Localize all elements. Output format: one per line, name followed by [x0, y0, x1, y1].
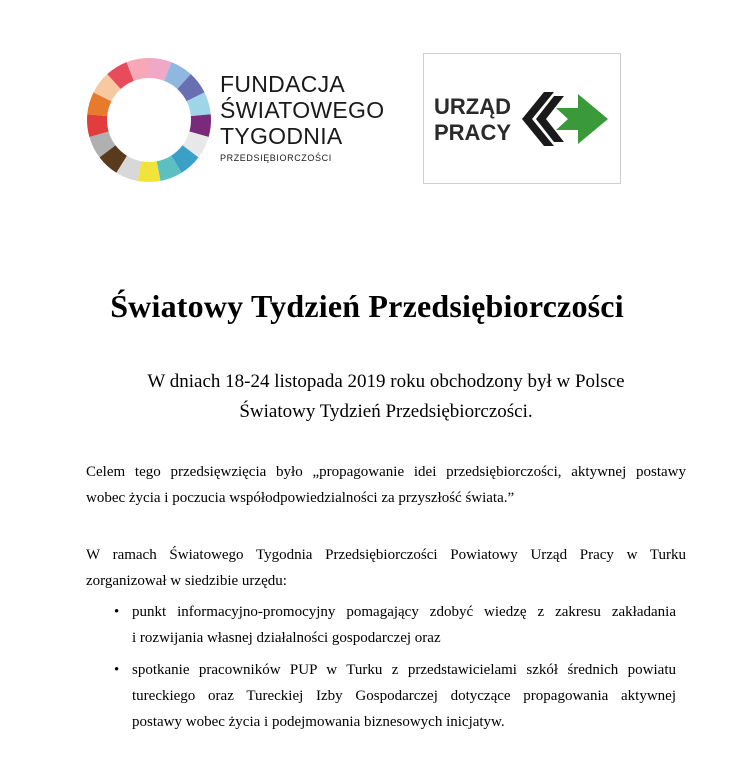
paragraph-goal-line-1: Celem tego przedsięwzięcia było „propagowanie idei przedsiębiorczości, aktywnej postawy [86, 464, 686, 480]
fundacja-logo [84, 55, 385, 185]
fundacja-logo-text [220, 71, 384, 163]
list-item-line: postawy wobec życia i podejmowania biznesowych inicjatyw. [132, 714, 505, 730]
intro-text [0, 367, 734, 427]
urzad-line-2: PRACY [434, 120, 512, 145]
list-item [86, 657, 676, 735]
list-item-line: punkt informacyjno-promocyjny pomagający zdobyć wiedzę z zakresu zakładania [132, 604, 676, 620]
intro-line-1: W dniach 18-24 listopada 2019 roku obchodzony był w Polsce [147, 371, 625, 392]
urzad-pracy-logo-text [434, 94, 511, 146]
bullet-icon: • [114, 662, 120, 678]
urzad-line-1: URZĄD [434, 94, 511, 119]
paragraph-goal [86, 459, 686, 511]
activities-list [86, 599, 676, 741]
green-arrow-icon [556, 94, 608, 144]
urzad-arrows-icon [520, 86, 612, 152]
fundacja-ring-icon [84, 55, 214, 185]
intro-line-2: Światowy Tydzień Przedsiębiorczości. [239, 401, 533, 422]
fundacja-line-2: ŚWIATOWEGO [220, 97, 385, 123]
fundacja-line-1: FUNDACJA [220, 71, 346, 97]
ring-segment [138, 161, 161, 182]
paragraph-activities-line-2: zorganizował w siedzibie urzędu: [86, 573, 287, 589]
paragraph-goal-line-2: wobec życia i poczucia współodpowiedzialności za przyszłość świata.” [86, 490, 515, 506]
urzad-pracy-logo [423, 53, 621, 184]
paragraph-activities [86, 542, 686, 594]
bullet-icon: • [114, 604, 120, 620]
list-item-line: spotkanie pracowników PUP w Turku z przedstawicielami szkół średnich powiatu [132, 662, 676, 678]
fundacja-line-3: TYGODNIA [220, 123, 343, 149]
page-title: Światowy Tydzień Przedsiębiorczości [110, 288, 624, 324]
list-item [86, 599, 676, 651]
fundacja-line-4: PRZEDSIĘBIORCZOŚCI [220, 153, 332, 163]
list-item-line: i rozwijania własnej działalności gospodarczej oraz [132, 630, 441, 646]
list-item-line: tureckiego oraz Tureckiej Izby Gospodarczej dotyczące propagowania aktywnej [132, 688, 676, 704]
paragraph-activities-line-1: W ramach Światowego Tygodnia Przedsiębiorczości Powiatowy Urząd Pracy w Turku [86, 547, 686, 563]
